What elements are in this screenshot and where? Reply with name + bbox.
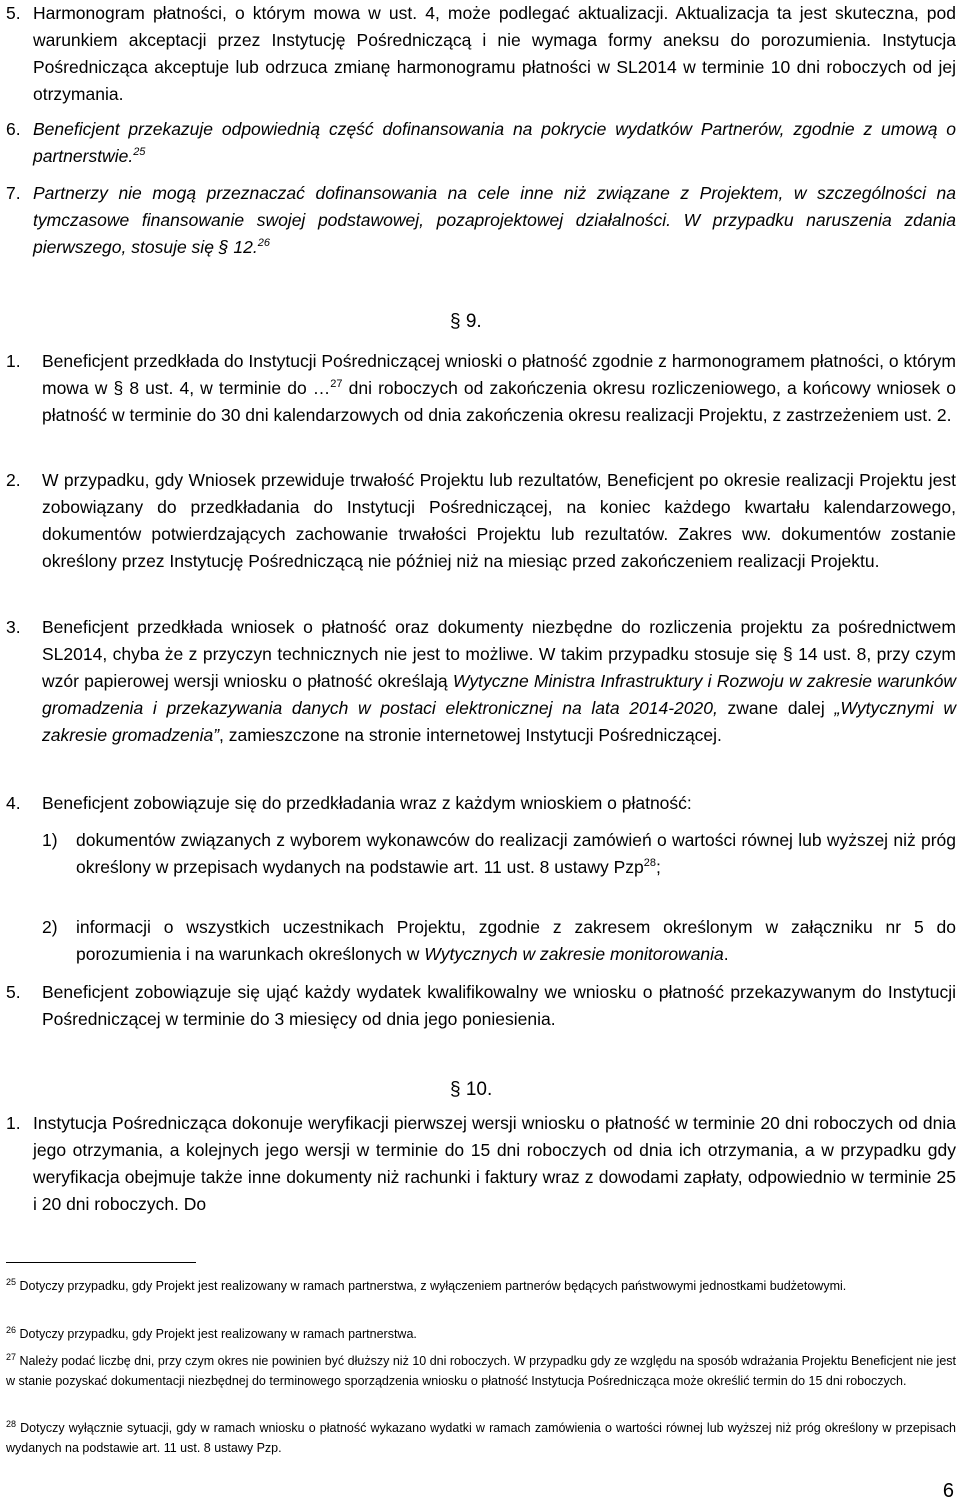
footnote-26 xyxy=(6,1324,956,1344)
footnote-divider xyxy=(6,1262,196,1263)
section9-paragraph-2 xyxy=(6,467,956,575)
paragraph-text xyxy=(33,116,956,170)
list-item-body: dokumentów związanych z wyborem wykonawców do realizacji zamówień o wartości równej lub wyższej niż próg określony w przepisach wydanych na podstawie art. 11 ust. 8 ustawy Pzp xyxy=(76,830,956,877)
list-item-text xyxy=(76,914,956,968)
footnote-text: Należy podać liczbę dni, przy czym okres nie powinien być dłuższy niż 10 dni roboczych. W przypadku gdy ze względu na sposób wdrażania Projektu Beneficjent nie jest w stanie pozyskać dokumentacji niezbędnej do terminowego sporządzenia wniosku o płatność Instytucja Pośrednicząca może określić termin do 15 dni roboczych. xyxy=(6,1354,956,1388)
paragraph-text: Beneficjent zobowiązuje się ująć każdy wydatek kwalifikowalny we wniosku o płatność przekazywanym do Instytucji Pośredniczącej w terminie do 3 miesięcy od dnia jego poniesienia. xyxy=(42,982,956,1029)
paragraph-5 xyxy=(6,0,956,108)
paragraph-number: 4. xyxy=(6,793,21,813)
list-item-number: 1) xyxy=(42,830,58,850)
paragraph-text: Harmonogram płatności, o którym mowa w ust. 4, może podlegać aktualizacji. Aktualizacja ta jest skuteczna, pod warunkiem akceptacji przez Instytucję Pośredniczącą i nie wymaga formy aneksu do porozumienia. Instytucja Pośrednicząca akceptuje lub odrzuca zmianę harmonogramu płatności w SL2014 w terminie 10 dni roboczych od jej otrzymania. xyxy=(33,3,956,104)
paragraph-body: Beneficjent przedkłada wniosek o płatność oraz dokumenty niezbędne do rozliczenia projektu za pośrednictwem SL2014, chyba że z przyczyn technicznych nie jest to możliwe. W takim przypadku stosuje się § 14 ust. 8, przy czym wzór papierowej wersji wniosku o płatność określają xyxy=(42,617,956,691)
list-item-text xyxy=(76,827,956,881)
paragraph-number: 2. xyxy=(6,470,21,490)
footnote-text: Dotyczy przypadku, gdy Projekt jest realizowany w ramach partnerstwa. xyxy=(19,1327,417,1341)
guidelines-monitoring: Wytycznych w zakresie monitorowania xyxy=(424,944,724,964)
footnote-ref: 27 xyxy=(330,378,343,391)
paragraph-number: 6. xyxy=(6,119,21,139)
paragraph-number: 5. xyxy=(6,982,21,1002)
guidelines-title: Wytyczne Ministra Infrastruktury i Rozwoju w zakresie warunków gromadzenia i przekazywania danych w postaci elektronicznej na lata 2014-2020, xyxy=(42,671,956,718)
list-item-1 xyxy=(42,827,956,881)
section9-paragraph-1 xyxy=(6,348,956,429)
footnote-number: 27 xyxy=(6,1351,17,1362)
paragraph-7 xyxy=(6,180,956,261)
footnote-ref: 28 xyxy=(643,857,656,870)
paragraph-6 xyxy=(6,116,956,170)
footnote-27 xyxy=(6,1351,956,1391)
guidelines-short-name: „Wytycznymi w zakresie gromadzenia” xyxy=(42,698,956,745)
paragraph-body: Partnerzy nie mogą przeznaczać dofinansowania na cele inne niż związane z Projektem, w szczególności na tymczasowe finansowanie swojej podstawowej, pozaprojektowej działalności. W przypadku naruszenia zdania pierwszego, stosuje się § 12. xyxy=(33,183,956,257)
list-item-tail: ; xyxy=(656,857,661,877)
paragraph-text xyxy=(33,180,956,261)
footnote-25 xyxy=(6,1276,956,1296)
paragraph-body-end: , zamieszczone na stronie internetowej Instytucji Pośredniczącej. xyxy=(219,725,722,745)
paragraph-body-cont: dni roboczych od zakończenia okresu rozliczeniowego, a końcowy wniosek o płatność w terminie do 30 dni kalendarzowych od dnia zakończenia okresu realizacji Projektu, z zastrzeżeniem ust. 2. xyxy=(42,378,956,425)
paragraph-number: 1. xyxy=(6,1113,21,1133)
page-number: 6 xyxy=(942,1480,954,1502)
paragraph-number: 3. xyxy=(6,617,21,637)
paragraph-text xyxy=(42,614,956,749)
footnote-number: 26 xyxy=(6,1324,17,1335)
footnote-ref: 25 xyxy=(133,146,146,159)
footnote-number: 25 xyxy=(6,1276,17,1287)
paragraph-text: Instytucja Pośrednicząca dokonuje weryfikacji pierwszej wersji wniosku o płatność w terminie 20 dni roboczych od dnia jego otrzymania, a kolejnych jego wersji w terminie do 15 dni roboczych od dnia ich otrzymania, a w przypadku gdy weryfikacja obejmuje także inne dokumenty niż rachunki i faktury wraz z dowodami zapłaty, odpowiednio w terminie 25 i 20 dni roboczych. Do xyxy=(33,1113,956,1214)
list-item-tail: . xyxy=(723,944,729,964)
section10-paragraph-1 xyxy=(6,1110,956,1218)
paragraph-body-cont: zwane dalej xyxy=(717,698,835,718)
paragraph-text: Beneficjent zobowiązuje się do przedkładania wraz z każdym wnioskiem o płatność: xyxy=(42,793,692,813)
section9-paragraph-4 xyxy=(6,790,956,817)
paragraph-number: 7. xyxy=(6,183,21,203)
paragraph-body: Beneficjent przedkłada do Instytucji Pośredniczącej wnioski o płatność zgodnie z harmonogramem płatności, o którym mowa w § 8 ust. 4, w terminie do … xyxy=(42,351,956,398)
paragraph-text xyxy=(42,348,956,429)
list-item-2 xyxy=(42,914,956,968)
list-item-body: informacji o wszystkich uczestnikach Projektu, zgodnie z zakresem określonym w załączniku nr 5 do porozumienia i na warunkach określonych w xyxy=(76,917,956,964)
section9-paragraph-3 xyxy=(6,614,956,749)
paragraph-body: Beneficjent przekazuje odpowiednią część dofinansowania na pokrycie wydatków Partnerów, zgodnie z umową o partnerstwie. xyxy=(33,119,956,166)
paragraph-number: 5. xyxy=(6,3,21,23)
paragraph-text: W przypadku, gdy Wniosek przewiduje trwałość Projektu lub rezultatów, Beneficjent po okresie realizacji Projektu jest zobowiązany do przedkładania do Instytucji Pośredniczącej, na koniec każdego kwartału kalendarzowego, dokumentów potwierdzających zachowanie trwałości Projektu lub rezultatów. Zakres ww. dokumentów zostanie określony przez Instytucję Pośredniczącą nie później niż na miesiąc przed zakończeniem realizacji Projektu. xyxy=(42,470,956,571)
footnote-ref: 26 xyxy=(257,237,270,250)
paragraph-number: 1. xyxy=(6,351,21,371)
footnote-text: Dotyczy wyłącznie sytuacji, gdy w ramach wniosku o płatność wykazano wydatki w ramach zamówienia o wartości równej lub wyższej niż próg określony w przepisach wydanych na podstawie art. 11 ust. 8 ustawy Pzp. xyxy=(6,1421,956,1455)
footnote-number: 28 xyxy=(6,1418,17,1429)
footnote-text: Dotyczy przypadku, gdy Projekt jest realizowany w ramach partnerstwa, z wyłączeniem partnerów będących państwowymi jednostkami budżetowymi. xyxy=(19,1279,847,1293)
footnote-28 xyxy=(6,1418,956,1458)
list-item-number: 2) xyxy=(42,917,58,937)
section9-paragraph-5 xyxy=(6,979,956,1033)
section-heading: § 9. xyxy=(450,311,482,332)
section-heading: § 10. xyxy=(450,1079,493,1100)
